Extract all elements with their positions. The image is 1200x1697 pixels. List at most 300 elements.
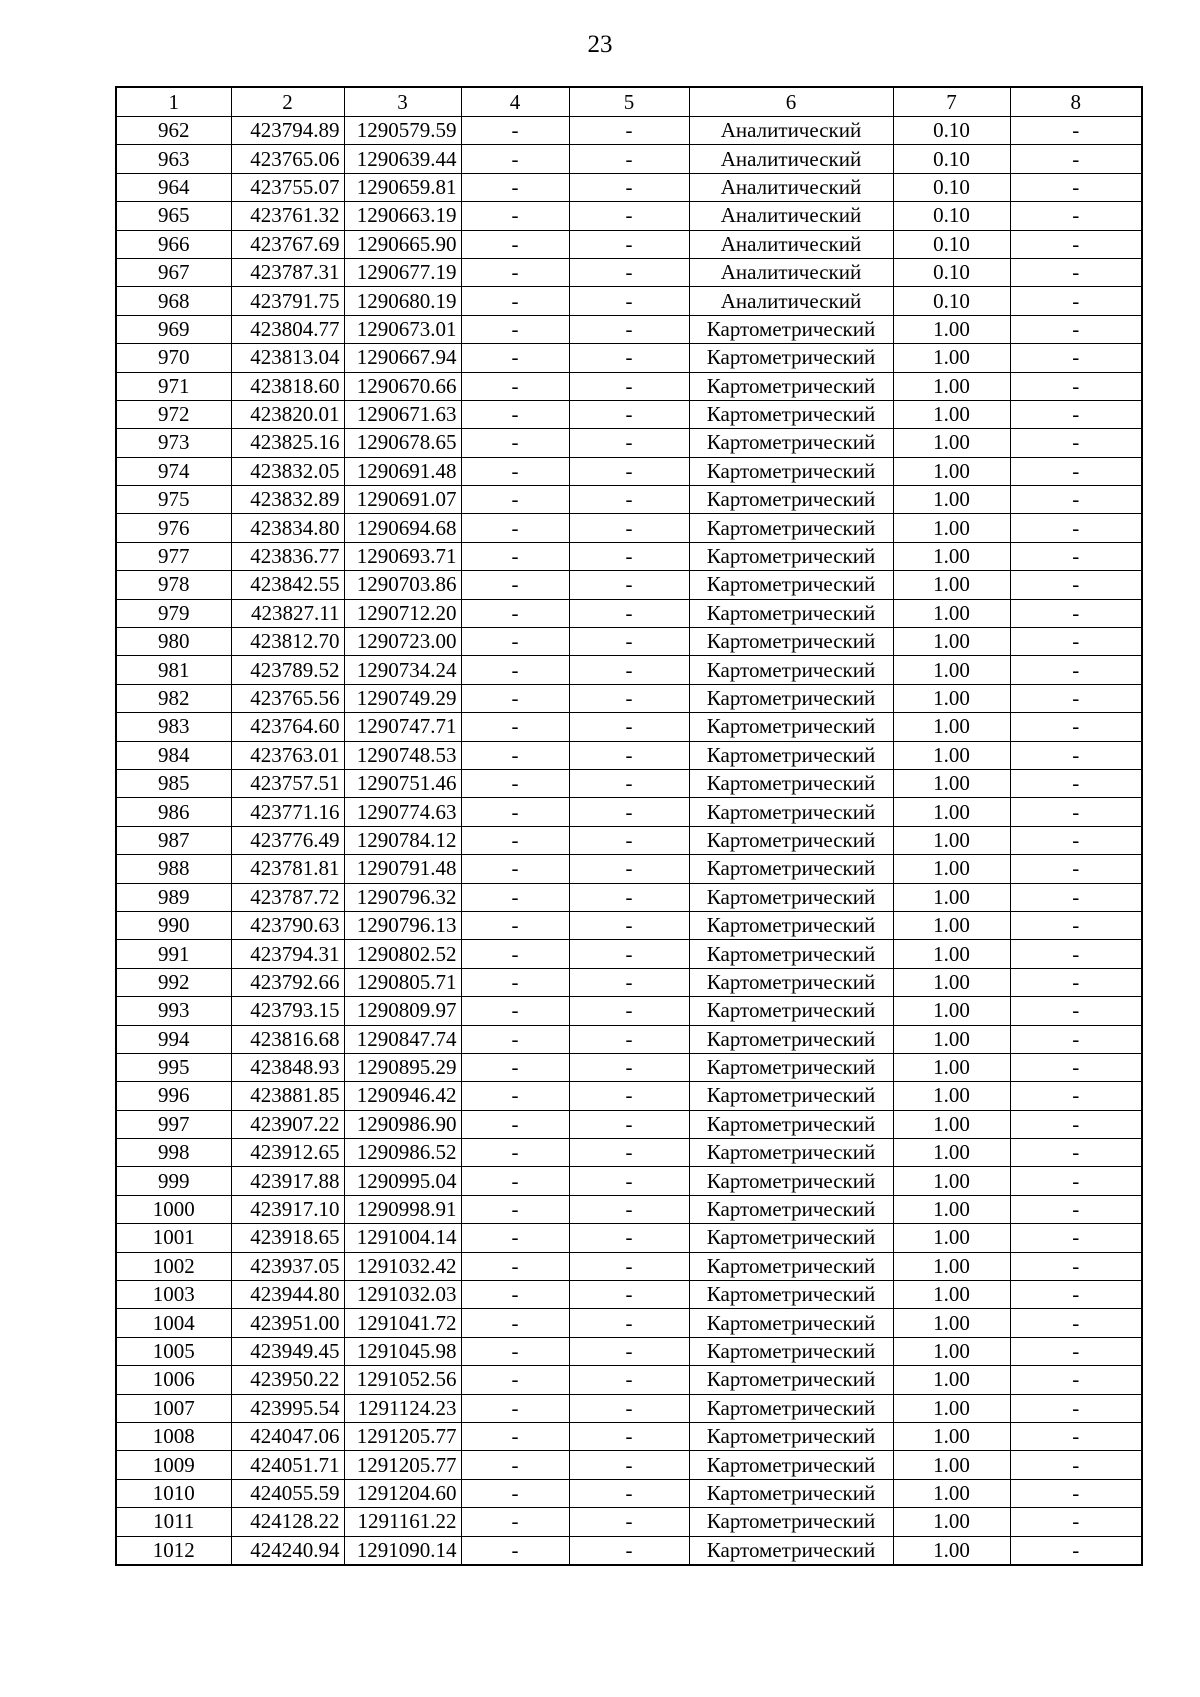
cell-col-8: - (1010, 1366, 1142, 1394)
cell-coord-x: 423804.77 (231, 315, 344, 343)
cell-col-5: - (569, 287, 689, 315)
cell-accuracy: 1.00 (893, 1508, 1010, 1536)
cell-point-number: 998 (116, 1139, 231, 1167)
cell-col-8: - (1010, 429, 1142, 457)
table-row (116, 202, 1142, 230)
cell-col-4: - (461, 1451, 569, 1479)
cell-col-8: - (1010, 1309, 1142, 1337)
cell-point-number: 980 (116, 628, 231, 656)
table-row (116, 372, 1142, 400)
cell-method: Картометрический (689, 599, 893, 627)
cell-accuracy: 1.00 (893, 1224, 1010, 1252)
cell-col-5: - (569, 1167, 689, 1195)
cell-col-5: - (569, 400, 689, 428)
cell-col-5: - (569, 826, 689, 854)
cell-col-4: - (461, 117, 569, 145)
cell-coord-x: 423794.31 (231, 940, 344, 968)
cell-accuracy: 1.00 (893, 1252, 1010, 1280)
cell-coord-x: 423791.75 (231, 287, 344, 315)
table-row (116, 1252, 1142, 1280)
cell-col-4: - (461, 628, 569, 656)
table-row (116, 769, 1142, 797)
column-header: 7 (893, 87, 1010, 117)
cell-col-5: - (569, 684, 689, 712)
cell-method: Картометрический (689, 1167, 893, 1195)
cell-point-number: 978 (116, 571, 231, 599)
cell-col-4: - (461, 599, 569, 627)
cell-col-4: - (461, 429, 569, 457)
cell-accuracy: 1.00 (893, 1309, 1010, 1337)
cell-accuracy: 0.10 (893, 230, 1010, 258)
cell-point-number: 964 (116, 173, 231, 201)
cell-coord-y: 1290667.94 (344, 344, 461, 372)
cell-col-4: - (461, 911, 569, 939)
cell-coord-y: 1291041.72 (344, 1309, 461, 1337)
cell-method: Картометрический (689, 1422, 893, 1450)
cell-point-number: 986 (116, 798, 231, 826)
cell-col-8: - (1010, 1281, 1142, 1309)
cell-col-5: - (569, 741, 689, 769)
cell-col-5: - (569, 258, 689, 286)
cell-point-number: 984 (116, 741, 231, 769)
cell-point-number: 969 (116, 315, 231, 343)
cell-point-number: 1006 (116, 1366, 231, 1394)
cell-col-4: - (461, 883, 569, 911)
cell-col-5: - (569, 1281, 689, 1309)
cell-point-number: 982 (116, 684, 231, 712)
cell-coord-y: 1290986.52 (344, 1139, 461, 1167)
cell-coord-x: 423842.55 (231, 571, 344, 599)
cell-col-5: - (569, 457, 689, 485)
cell-method: Картометрический (689, 1082, 893, 1110)
cell-accuracy: 0.10 (893, 117, 1010, 145)
table-row (116, 1451, 1142, 1479)
cell-coord-x: 423793.15 (231, 997, 344, 1025)
cell-coord-y: 1290665.90 (344, 230, 461, 258)
cell-accuracy: 1.00 (893, 1536, 1010, 1565)
cell-col-4: - (461, 315, 569, 343)
cell-coord-x: 423755.07 (231, 173, 344, 201)
cell-col-8: - (1010, 628, 1142, 656)
cell-coord-x: 424051.71 (231, 1451, 344, 1479)
cell-point-number: 987 (116, 826, 231, 854)
cell-col-8: - (1010, 826, 1142, 854)
cell-col-4: - (461, 855, 569, 883)
cell-col-8: - (1010, 258, 1142, 286)
table-row (116, 855, 1142, 883)
cell-col-8: - (1010, 713, 1142, 741)
cell-col-8: - (1010, 911, 1142, 939)
table-row (116, 1110, 1142, 1138)
cell-coord-y: 1290670.66 (344, 372, 461, 400)
cell-col-4: - (461, 656, 569, 684)
cell-accuracy: 0.10 (893, 145, 1010, 173)
cell-accuracy: 1.00 (893, 344, 1010, 372)
cell-coord-y: 1290995.04 (344, 1167, 461, 1195)
table-row (116, 1422, 1142, 1450)
cell-method: Картометрический (689, 457, 893, 485)
cell-point-number: 993 (116, 997, 231, 1025)
table-row (116, 230, 1142, 258)
table-row (116, 1309, 1142, 1337)
cell-coord-y: 1290784.12 (344, 826, 461, 854)
table-row (116, 315, 1142, 343)
table-row (116, 258, 1142, 286)
cell-accuracy: 1.00 (893, 628, 1010, 656)
cell-col-5: - (569, 883, 689, 911)
table-row (116, 1082, 1142, 1110)
table-row (116, 344, 1142, 372)
cell-coord-x: 423907.22 (231, 1110, 344, 1138)
cell-col-8: - (1010, 344, 1142, 372)
cell-col-5: - (569, 429, 689, 457)
cell-coord-x: 423834.80 (231, 514, 344, 542)
cell-col-8: - (1010, 542, 1142, 570)
cell-point-number: 976 (116, 514, 231, 542)
cell-method: Аналитический (689, 230, 893, 258)
cell-coord-y: 1290693.71 (344, 542, 461, 570)
cell-coord-y: 1291124.23 (344, 1394, 461, 1422)
cell-accuracy: 1.00 (893, 940, 1010, 968)
cell-coord-x: 423881.85 (231, 1082, 344, 1110)
table-row (116, 287, 1142, 315)
cell-col-5: - (569, 1451, 689, 1479)
cell-method: Картометрический (689, 826, 893, 854)
cell-method: Картометрический (689, 1394, 893, 1422)
cell-method: Картометрический (689, 628, 893, 656)
cell-col-8: - (1010, 202, 1142, 230)
cell-col-8: - (1010, 315, 1142, 343)
cell-coord-x: 423832.89 (231, 486, 344, 514)
cell-col-4: - (461, 542, 569, 570)
cell-col-4: - (461, 145, 569, 173)
cell-coord-x: 423949.45 (231, 1337, 344, 1365)
cell-method: Картометрический (689, 911, 893, 939)
table-row (116, 798, 1142, 826)
cell-point-number: 1003 (116, 1281, 231, 1309)
cell-col-8: - (1010, 599, 1142, 627)
cell-method: Аналитический (689, 202, 893, 230)
table-row (116, 628, 1142, 656)
cell-point-number: 996 (116, 1082, 231, 1110)
cell-coord-x: 423764.60 (231, 713, 344, 741)
cell-col-5: - (569, 230, 689, 258)
cell-coord-y: 1290847.74 (344, 1025, 461, 1053)
cell-method: Картометрический (689, 656, 893, 684)
cell-accuracy: 0.10 (893, 173, 1010, 201)
cell-col-5: - (569, 1337, 689, 1365)
cell-point-number: 967 (116, 258, 231, 286)
cell-point-number: 1010 (116, 1479, 231, 1507)
table-row (116, 1053, 1142, 1081)
cell-col-4: - (461, 1252, 569, 1280)
cell-accuracy: 1.00 (893, 1053, 1010, 1081)
cell-col-5: - (569, 1536, 689, 1565)
cell-accuracy: 1.00 (893, 429, 1010, 457)
cell-coord-x: 423827.11 (231, 599, 344, 627)
cell-accuracy: 1.00 (893, 1167, 1010, 1195)
cell-coord-y: 1290986.90 (344, 1110, 461, 1138)
cell-accuracy: 1.00 (893, 855, 1010, 883)
cell-accuracy: 1.00 (893, 826, 1010, 854)
cell-coord-y: 1290691.07 (344, 486, 461, 514)
cell-col-8: - (1010, 741, 1142, 769)
cell-col-5: - (569, 1110, 689, 1138)
cell-col-8: - (1010, 798, 1142, 826)
cell-accuracy: 1.00 (893, 713, 1010, 741)
cell-method: Картометрический (689, 1224, 893, 1252)
cell-accuracy: 1.00 (893, 514, 1010, 542)
cell-col-5: - (569, 855, 689, 883)
table-row (116, 486, 1142, 514)
cell-col-4: - (461, 1025, 569, 1053)
cell-col-5: - (569, 1053, 689, 1081)
cell-col-5: - (569, 202, 689, 230)
cell-point-number: 992 (116, 968, 231, 996)
cell-accuracy: 1.00 (893, 798, 1010, 826)
cell-col-5: - (569, 1508, 689, 1536)
cell-col-5: - (569, 1224, 689, 1252)
cell-col-4: - (461, 997, 569, 1025)
cell-method: Картометрический (689, 1508, 893, 1536)
cell-point-number: 968 (116, 287, 231, 315)
cell-col-5: - (569, 599, 689, 627)
cell-point-number: 1002 (116, 1252, 231, 1280)
cell-method: Картометрический (689, 542, 893, 570)
cell-coord-x: 423812.70 (231, 628, 344, 656)
cell-col-8: - (1010, 514, 1142, 542)
cell-coord-x: 424128.22 (231, 1508, 344, 1536)
cell-point-number: 1005 (116, 1337, 231, 1365)
cell-point-number: 1004 (116, 1309, 231, 1337)
cell-method: Картометрический (689, 1025, 893, 1053)
cell-method: Картометрический (689, 798, 893, 826)
cell-col-5: - (569, 514, 689, 542)
cell-coord-x: 423912.65 (231, 1139, 344, 1167)
cell-coord-x: 423787.31 (231, 258, 344, 286)
cell-col-4: - (461, 1479, 569, 1507)
cell-accuracy: 1.00 (893, 372, 1010, 400)
cell-method: Картометрический (689, 741, 893, 769)
cell-accuracy: 1.00 (893, 1422, 1010, 1450)
cell-col-8: - (1010, 1508, 1142, 1536)
table-row (116, 1536, 1142, 1565)
cell-method: Картометрический (689, 1195, 893, 1223)
cell-accuracy: 0.10 (893, 258, 1010, 286)
table-row (116, 1167, 1142, 1195)
cell-method: Картометрический (689, 429, 893, 457)
cell-accuracy: 1.00 (893, 1281, 1010, 1309)
cell-col-5: - (569, 1479, 689, 1507)
cell-method: Картометрический (689, 855, 893, 883)
cell-col-5: - (569, 1195, 689, 1223)
table-header-row (116, 87, 1142, 117)
cell-col-4: - (461, 769, 569, 797)
cell-point-number: 1008 (116, 1422, 231, 1450)
cell-col-4: - (461, 1053, 569, 1081)
column-header: 4 (461, 87, 569, 117)
cell-col-5: - (569, 997, 689, 1025)
cell-point-number: 965 (116, 202, 231, 230)
cell-col-4: - (461, 1337, 569, 1365)
cell-col-5: - (569, 571, 689, 599)
cell-col-4: - (461, 514, 569, 542)
cell-coord-x: 423818.60 (231, 372, 344, 400)
cell-point-number: 966 (116, 230, 231, 258)
cell-coord-y: 1290639.44 (344, 145, 461, 173)
cell-col-5: - (569, 911, 689, 939)
cell-col-4: - (461, 1422, 569, 1450)
cell-col-8: - (1010, 230, 1142, 258)
table-row (116, 173, 1142, 201)
cell-accuracy: 1.00 (893, 883, 1010, 911)
cell-coord-y: 1291004.14 (344, 1224, 461, 1252)
cell-col-5: - (569, 1309, 689, 1337)
cell-col-4: - (461, 400, 569, 428)
cell-coord-x: 423761.32 (231, 202, 344, 230)
cell-point-number: 962 (116, 117, 231, 145)
cell-point-number: 975 (116, 486, 231, 514)
cell-col-8: - (1010, 287, 1142, 315)
cell-method: Картометрический (689, 1366, 893, 1394)
cell-coord-x: 423836.77 (231, 542, 344, 570)
cell-col-8: - (1010, 1451, 1142, 1479)
cell-col-4: - (461, 1167, 569, 1195)
cell-method: Картометрический (689, 1110, 893, 1138)
table-row (116, 145, 1142, 173)
cell-col-8: - (1010, 1167, 1142, 1195)
cell-col-4: - (461, 1195, 569, 1223)
cell-col-8: - (1010, 1536, 1142, 1565)
cell-coord-y: 1290791.48 (344, 855, 461, 883)
cell-col-5: - (569, 713, 689, 741)
cell-col-8: - (1010, 968, 1142, 996)
cell-col-4: - (461, 202, 569, 230)
table-row (116, 457, 1142, 485)
cell-coord-y: 1290680.19 (344, 287, 461, 315)
cell-point-number: 1012 (116, 1536, 231, 1565)
cell-method: Картометрический (689, 344, 893, 372)
cell-col-4: - (461, 1366, 569, 1394)
cell-col-8: - (1010, 1337, 1142, 1365)
cell-coord-y: 1290673.01 (344, 315, 461, 343)
cell-coord-x: 424047.06 (231, 1422, 344, 1450)
cell-point-number: 983 (116, 713, 231, 741)
cell-coord-x: 423816.68 (231, 1025, 344, 1053)
table-row (116, 1025, 1142, 1053)
table-row (116, 911, 1142, 939)
cell-method: Картометрический (689, 1053, 893, 1081)
cell-method: Картометрический (689, 1309, 893, 1337)
cell-col-5: - (569, 1082, 689, 1110)
cell-coord-x: 423950.22 (231, 1366, 344, 1394)
cell-accuracy: 1.00 (893, 457, 1010, 485)
cell-col-4: - (461, 173, 569, 201)
cell-col-4: - (461, 1309, 569, 1337)
cell-col-5: - (569, 1252, 689, 1280)
cell-col-4: - (461, 684, 569, 712)
cell-coord-x: 423789.52 (231, 656, 344, 684)
cell-col-5: - (569, 769, 689, 797)
cell-coord-x: 423995.54 (231, 1394, 344, 1422)
column-header: 8 (1010, 87, 1142, 117)
cell-coord-y: 1290748.53 (344, 741, 461, 769)
table-row (116, 542, 1142, 570)
cell-accuracy: 1.00 (893, 656, 1010, 684)
cell-coord-y: 1291052.56 (344, 1366, 461, 1394)
cell-coord-y: 1291204.60 (344, 1479, 461, 1507)
cell-method: Картометрический (689, 1536, 893, 1565)
cell-accuracy: 0.10 (893, 202, 1010, 230)
cell-point-number: 999 (116, 1167, 231, 1195)
cell-method: Картометрический (689, 1337, 893, 1365)
column-header: 6 (689, 87, 893, 117)
cell-col-5: - (569, 315, 689, 343)
cell-coord-x: 423937.05 (231, 1252, 344, 1280)
cell-col-5: - (569, 486, 689, 514)
cell-accuracy: 1.00 (893, 571, 1010, 599)
cell-coord-y: 1291032.42 (344, 1252, 461, 1280)
cell-col-5: - (569, 1139, 689, 1167)
cell-point-number: 997 (116, 1110, 231, 1138)
cell-coord-y: 1290796.13 (344, 911, 461, 939)
cell-coord-y: 1290663.19 (344, 202, 461, 230)
cell-accuracy: 1.00 (893, 741, 1010, 769)
cell-accuracy: 1.00 (893, 1139, 1010, 1167)
cell-method: Аналитический (689, 287, 893, 315)
cell-point-number: 1007 (116, 1394, 231, 1422)
cell-accuracy: 1.00 (893, 315, 1010, 343)
page-number: 23 (587, 31, 613, 58)
cell-col-4: - (461, 258, 569, 286)
cell-coord-y: 1290579.59 (344, 117, 461, 145)
cell-point-number: 1009 (116, 1451, 231, 1479)
cell-col-5: - (569, 1394, 689, 1422)
cell-point-number: 977 (116, 542, 231, 570)
cell-coord-x: 423790.63 (231, 911, 344, 939)
cell-col-8: - (1010, 684, 1142, 712)
cell-coord-y: 1290723.00 (344, 628, 461, 656)
table-row (116, 1508, 1142, 1536)
table-row (116, 713, 1142, 741)
table-row (116, 1394, 1142, 1422)
cell-coord-y: 1290671.63 (344, 400, 461, 428)
cell-method: Картометрический (689, 1252, 893, 1280)
cell-coord-x: 423792.66 (231, 968, 344, 996)
cell-col-8: - (1010, 1195, 1142, 1223)
cell-coord-y: 1290694.68 (344, 514, 461, 542)
cell-method: Аналитический (689, 173, 893, 201)
cell-coord-y: 1290809.97 (344, 997, 461, 1025)
cell-col-5: - (569, 940, 689, 968)
cell-col-4: - (461, 287, 569, 315)
cell-coord-x: 423794.89 (231, 117, 344, 145)
cell-coord-y: 1290946.42 (344, 1082, 461, 1110)
cell-col-8: - (1010, 1479, 1142, 1507)
cell-col-5: - (569, 372, 689, 400)
cell-col-8: - (1010, 372, 1142, 400)
cell-col-8: - (1010, 1082, 1142, 1110)
cell-coord-x: 423917.10 (231, 1195, 344, 1223)
cell-coord-y: 1290678.65 (344, 429, 461, 457)
cell-col-5: - (569, 344, 689, 372)
cell-accuracy: 1.00 (893, 1366, 1010, 1394)
table-row (116, 826, 1142, 854)
cell-accuracy: 1.00 (893, 1195, 1010, 1223)
cell-point-number: 988 (116, 855, 231, 883)
table-row (116, 1281, 1142, 1309)
cell-col-8: - (1010, 173, 1142, 201)
